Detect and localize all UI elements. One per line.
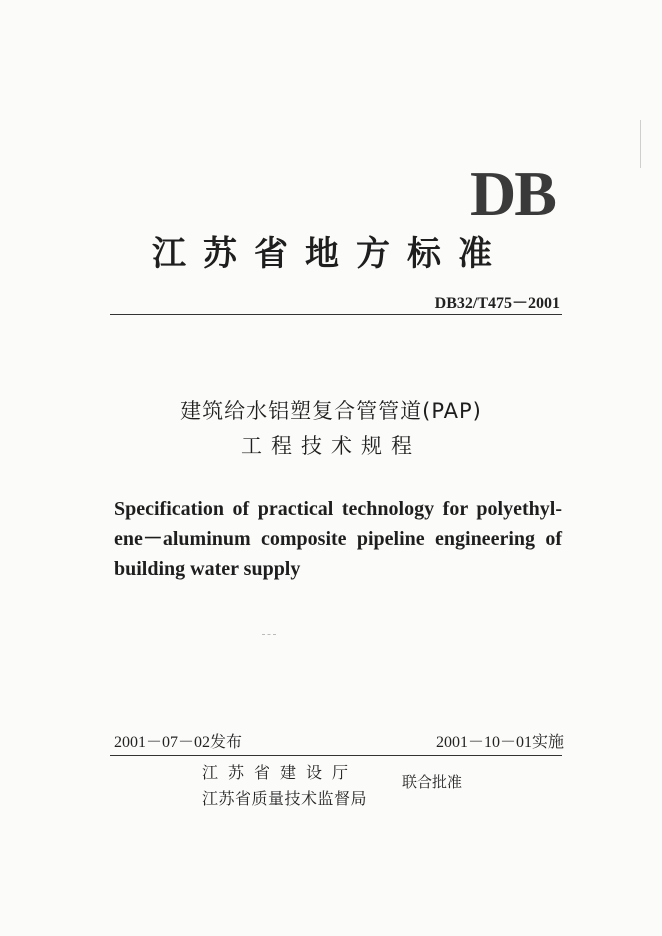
chinese-title-line-1: 建筑给水铝塑复合管管道(PAP) xyxy=(180,399,482,423)
db-logo: DB xyxy=(470,158,555,229)
issuing-authorities xyxy=(202,760,367,812)
scan-edge-mark xyxy=(640,120,641,168)
issuer-quality-bureau: 江苏省质量技术监督局 xyxy=(202,789,368,808)
standard-type-heading: 江苏省地方标准 xyxy=(152,234,509,274)
issue-date: 2001－07－02发布 xyxy=(114,734,243,751)
joint-approval-label: 联合批准 xyxy=(402,773,463,791)
english-title-line-2: ene－aluminum composite pipeline engineering of xyxy=(114,528,562,550)
header-divider xyxy=(110,314,562,315)
english-title-line-3: building water supply xyxy=(114,558,301,580)
chinese-title-line-2: 工程技术规程 xyxy=(241,434,421,458)
english-title xyxy=(114,494,562,584)
implementation-date: 2001－10－01实施 xyxy=(435,734,564,751)
dates-row xyxy=(114,733,564,755)
issuer-construction-department: 江苏省建设厅 xyxy=(202,763,359,782)
standard-number: DB32/T475－2001 xyxy=(434,295,560,312)
scan-speck xyxy=(262,634,276,636)
footer-divider xyxy=(110,755,562,756)
english-title-line-1: Specification of practical technology for polyethyl- xyxy=(114,498,562,520)
